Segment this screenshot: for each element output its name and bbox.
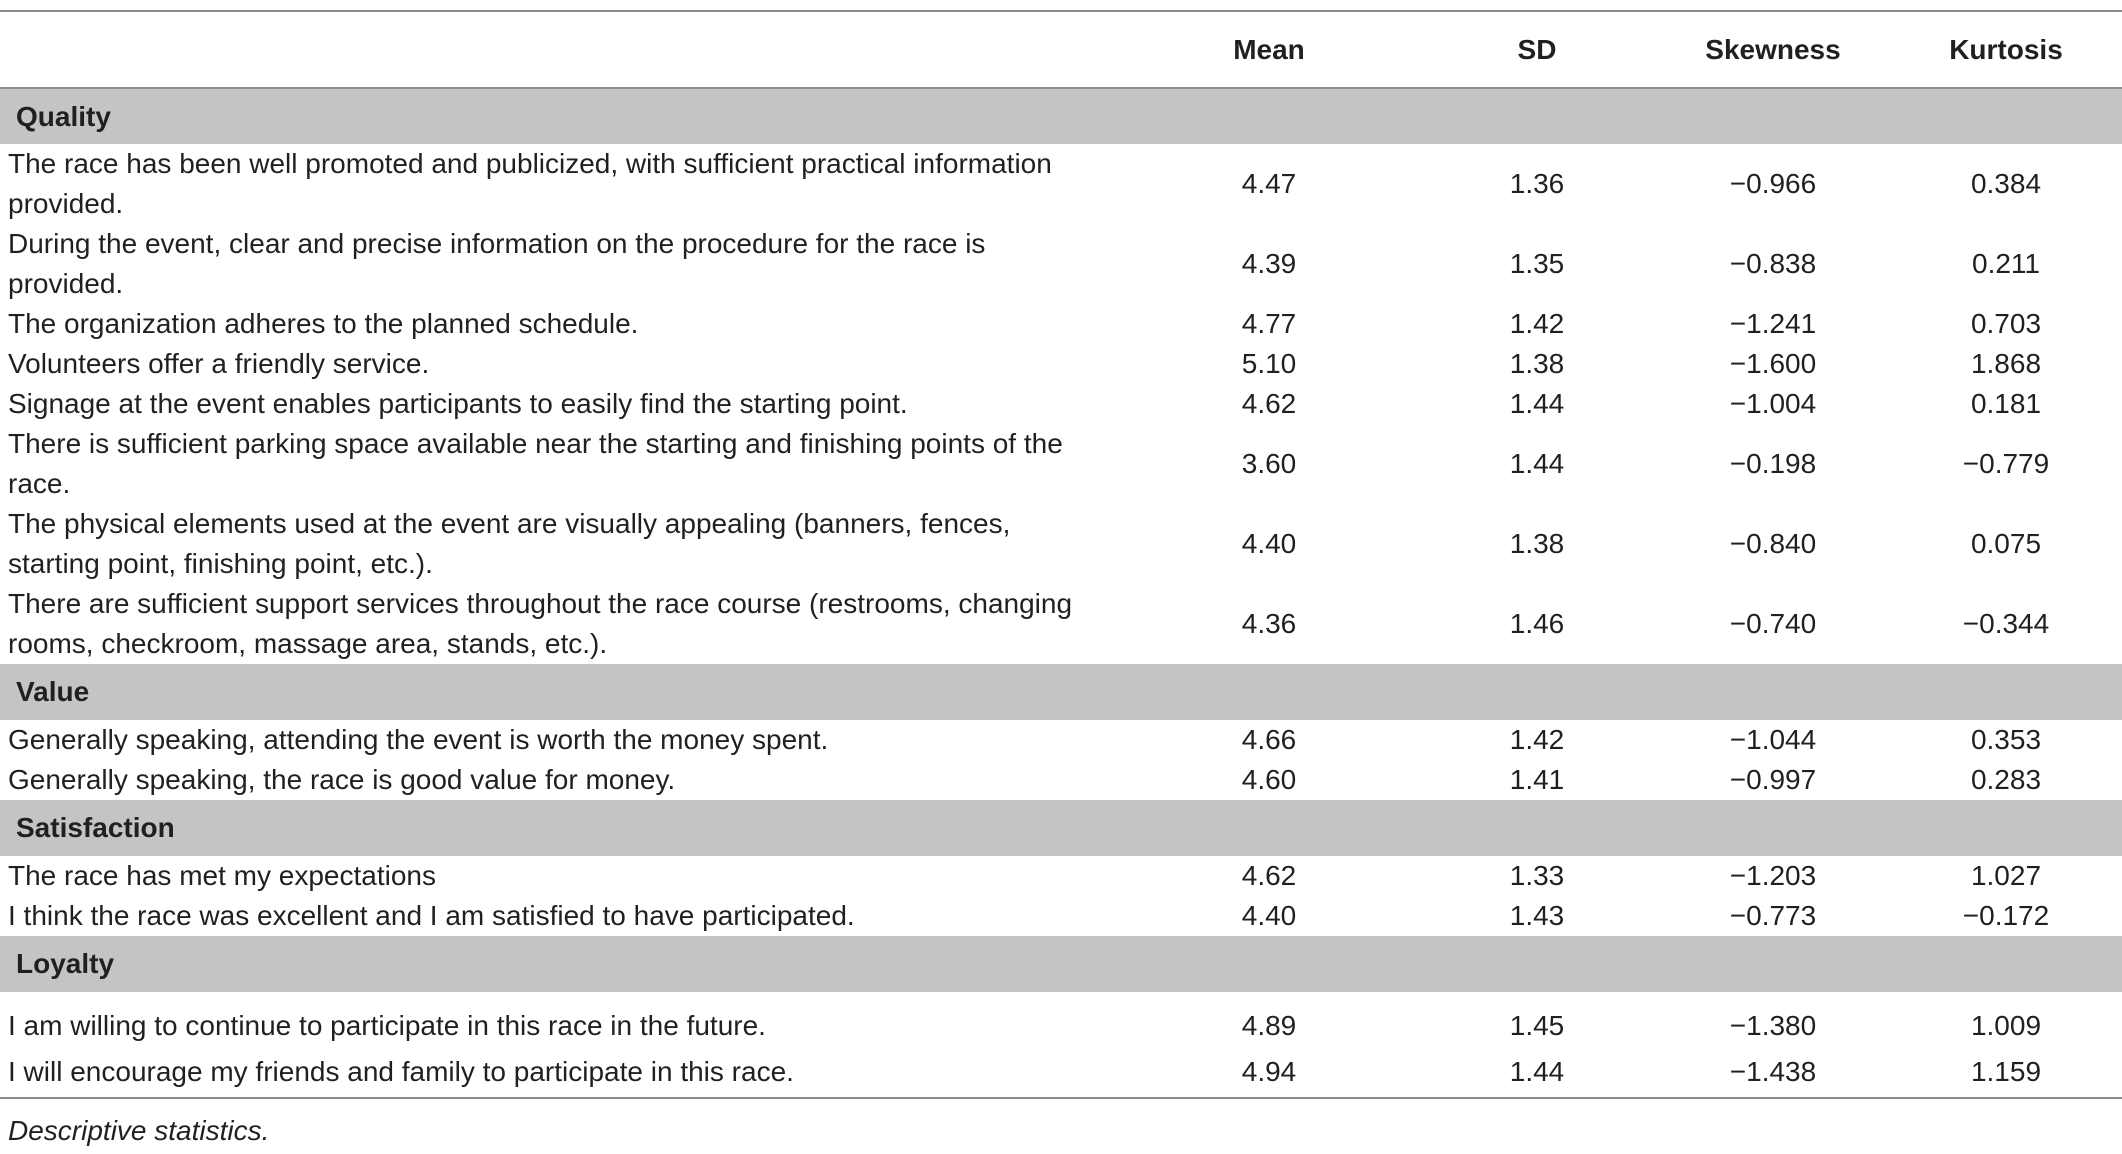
mean-value: 4.36: [1241, 608, 1297, 639]
item-text: During the event, clear and precise information on the procedure for the race is provided.: [8, 228, 986, 299]
mean-value: 4.40: [1241, 900, 1297, 931]
kurtosis-value: 0.384: [1970, 168, 2042, 199]
table-row: [0, 720, 2122, 760]
kurtosis-value: 1.868: [1970, 348, 2042, 379]
table-row: [0, 992, 2122, 1046]
item-text: I am willing to continue to participate in this race in the future.: [8, 1010, 766, 1041]
mean-value: 4.62: [1241, 860, 1297, 891]
kurtosis-value: 0.075: [1970, 528, 2042, 559]
kurtosis-value: 1.009: [1970, 1010, 2042, 1041]
section-title: Loyalty: [16, 948, 115, 979]
sd-value: 1.33: [1509, 860, 1565, 891]
mean-value: 4.66: [1241, 724, 1297, 755]
statistics-table: [0, 10, 2122, 1099]
table-row: [0, 344, 2122, 384]
sd-value: 1.45: [1509, 1010, 1565, 1041]
table-row: [0, 1046, 2122, 1098]
header-mean: Mean: [1233, 33, 1305, 65]
skewness-value: −0.198: [1729, 448, 1817, 479]
table-row: [0, 504, 2122, 584]
sd-value: 1.41: [1509, 764, 1565, 795]
item-text: Volunteers offer a friendly service.: [8, 348, 430, 379]
section-header-quality: [0, 88, 2122, 144]
header-row: [0, 11, 2122, 88]
sd-value: 1.42: [1509, 308, 1565, 339]
sd-value: 1.43: [1509, 900, 1565, 931]
skewness-value: −1.241: [1729, 308, 1817, 339]
skewness-value: −0.838: [1729, 248, 1817, 279]
skewness-value: −1.044: [1729, 724, 1817, 755]
section-header-loyalty: [0, 936, 2122, 992]
mean-value: 5.10: [1241, 348, 1297, 379]
kurtosis-value: −0.779: [1962, 448, 2050, 479]
item-text: Generally speaking, attending the event is worth the money spent.: [8, 724, 829, 755]
item-text: The organization adheres to the planned schedule.: [8, 308, 639, 339]
table-row: [0, 424, 2122, 504]
skewness-value: −1.004: [1729, 388, 1817, 419]
item-text: Signage at the event enables participants to easily find the starting point.: [8, 388, 908, 419]
mean-value: 4.89: [1241, 1010, 1297, 1041]
mean-value: 4.47: [1241, 168, 1297, 199]
item-text: The physical elements used at the event are visually appealing (banners, fences, starting point, finishing point, etc.).: [8, 508, 1011, 579]
skewness-value: −1.380: [1729, 1010, 1817, 1041]
skewness-value: −1.203: [1729, 860, 1817, 891]
skewness-value: −0.773: [1729, 900, 1817, 931]
section-title: Satisfaction: [16, 812, 175, 843]
mean-value: 4.94: [1241, 1055, 1297, 1087]
kurtosis-value: 0.211: [1972, 248, 2040, 279]
item-text: Generally speaking, the race is good value for money.: [8, 764, 676, 795]
item-text: I think the race was excellent and I am satisfied to have participated.: [8, 900, 855, 931]
sd-value: 1.44: [1509, 388, 1565, 419]
table-row: [0, 144, 2122, 224]
mean-value: 4.39: [1241, 248, 1297, 279]
sd-value: 1.46: [1509, 608, 1565, 639]
item-text: The race has met my expectations: [8, 860, 436, 891]
kurtosis-value: 0.181: [1970, 388, 2042, 419]
section-title: Value: [16, 676, 90, 707]
kurtosis-value: 1.159: [1970, 1055, 2042, 1087]
section-header-satisfaction: [0, 800, 2122, 856]
header-sd: SD: [1517, 33, 1557, 65]
table-row: [0, 584, 2122, 664]
skewness-value: −0.740: [1729, 608, 1817, 639]
skewness-value: −0.997: [1729, 764, 1817, 795]
item-text: There is sufficient parking space available near the starting and finishing points of the race.: [8, 428, 1063, 499]
skewness-value: −1.438: [1729, 1055, 1817, 1087]
sd-value: 1.36: [1509, 168, 1565, 199]
mean-value: 4.40: [1241, 528, 1297, 559]
sd-value: 1.44: [1509, 1055, 1565, 1087]
mean-value: 4.77: [1241, 308, 1297, 339]
item-text: The race has been well promoted and publicized, with sufficient practical information provided.: [8, 148, 1052, 219]
section-title: Quality: [16, 100, 111, 132]
table-caption: Descriptive statistics.: [8, 1115, 270, 1146]
header-skewness: Skewness: [1705, 33, 1841, 65]
table-row: [0, 384, 2122, 424]
sd-value: 1.44: [1509, 448, 1565, 479]
sd-value: 1.35: [1509, 248, 1565, 279]
kurtosis-value: 1.027: [1970, 860, 2042, 891]
table-row: [0, 304, 2122, 344]
kurtosis-value: −0.172: [1962, 900, 2050, 931]
mean-value: 3.60: [1241, 448, 1297, 479]
skewness-value: −1.600: [1729, 348, 1817, 379]
item-text: There are sufficient support services throughout the race course (restrooms, changing rooms, checkroom, massage area, stands, etc.).: [8, 588, 1073, 659]
kurtosis-value: −0.344: [1962, 608, 2050, 639]
mean-value: 4.62: [1241, 388, 1297, 419]
sd-value: 1.42: [1509, 724, 1565, 755]
kurtosis-value: 0.703: [1970, 308, 2042, 339]
skewness-value: −0.966: [1729, 168, 1817, 199]
mean-value: 4.60: [1241, 764, 1297, 795]
kurtosis-value: 0.283: [1970, 764, 2042, 795]
header-kurtosis: Kurtosis: [1949, 33, 2063, 65]
table-row: [0, 856, 2122, 896]
sd-value: 1.38: [1509, 348, 1565, 379]
sd-value: 1.38: [1509, 528, 1565, 559]
header-item: [0, 11, 1120, 88]
kurtosis-value: 0.353: [1970, 724, 2042, 755]
table-row: [0, 224, 2122, 304]
item-text: I will encourage my friends and family to participate in this race.: [8, 1055, 794, 1087]
table-row: [0, 760, 2122, 800]
section-header-value: [0, 664, 2122, 720]
skewness-value: −0.840: [1729, 528, 1817, 559]
table-row: [0, 896, 2122, 936]
